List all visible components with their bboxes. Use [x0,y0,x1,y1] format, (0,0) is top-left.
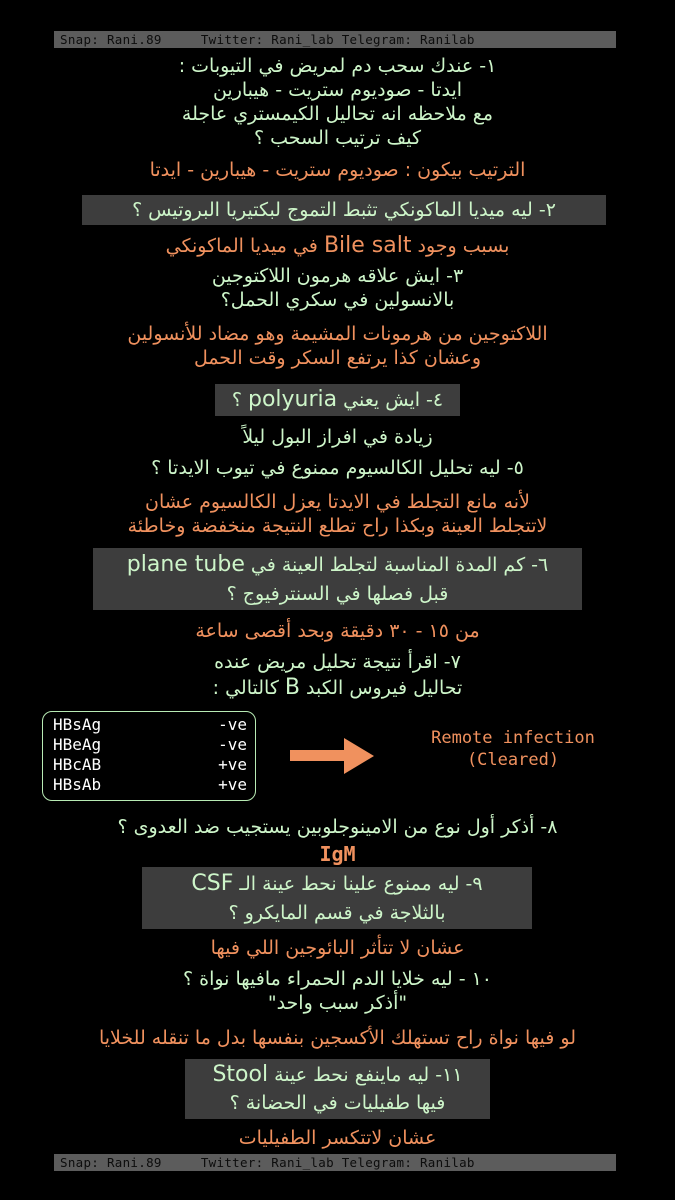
q4-answer: زيادة في افراز البول ليلاً [242,426,433,448]
q5-answer-1: لأنه مانع التجلط في الايدتا يعزل الكالسيوم عشان [145,491,530,513]
q10-line-2: "أذكر سبب واحد" [267,992,408,1014]
q7-line-2: تحاليل فيروس الكبد B كالتالي : [212,675,463,700]
q5-question: ٥- ليه تحليل الكالسيوم ممنوع في تيوب الايدتا ؟ [151,457,524,479]
q2-question: ٢- ليه ميديا الماكونكي تثبط التموج لبكتيريا البروتيس ؟ [82,195,606,225]
q9-question [142,867,532,929]
q1-line-3: مع ملاحظه انه تحاليل الكيمستري عاجلة [181,103,494,125]
q2-answer: بسبب وجود Bile salt في ميديا الماكونكي [165,233,510,258]
q8-question: ٨- أذكر أول نوع من الامينوجلوبين يستجيب ضد العدوى ؟ [117,816,558,838]
q10-line-1: ١٠ - ليه خلايا الدم الحمراء مافيها نواة ؟ [182,968,493,990]
q1-line-2: ايدتا - صوديوم ستريت - هيبارين [212,79,463,101]
q7-result-1: Remote infection [431,728,595,748]
q5-answer-2: لاتتجلط العينة وبكذا راح تطلع النتيجة منخفضة وخاطئة [127,515,548,537]
q6-line-1: ٦- كم المدة المناسبة لتجلط العينة في plane tube [126,552,549,577]
q7-line-1: ٧- اقرأ نتيجة تحليل مريض عنده [214,651,461,673]
q9-line-2: بالثلاجة في قسم المايكرو ؟ [228,902,446,924]
top-banner: Snap: Rani.89 Twitter: Rani_lab Telegram: Ranilab [54,31,616,48]
table-row: HBeAg -ve [53,735,247,754]
q3-answer-2: وعشان كذا يرتفع السكر وقت الحمل [193,347,482,369]
bottom-banner: Snap: Rani.89 Twitter: Rani_lab Telegram: Ranilab [54,1154,616,1171]
q1-line-4: كيف ترتيب السحب ؟ [253,127,422,149]
hepatitis-b-table [42,711,256,801]
q6-answer: من ١٥ - ٣٠ دقيقة وبحد أقصى ساعة [195,620,480,642]
q7-result-2: (Cleared) [466,750,560,770]
table-row: HBcAB +ve [53,755,247,774]
q1-line-1: ١- عندك سحب دم لمريض في التيوبات : [178,55,497,77]
q3-line-1: ٣- ايش علاقه هرمون اللاكتوجين [211,265,464,287]
q10-answer: لو فيها نواة راح تستهلك الأكسجين بنفسها بدل ما تنقله للخلايا [98,1027,577,1049]
q11-line-1: ١١- ليه ماينفع نحط عينة Stool [212,1062,463,1087]
q3-answer-1: اللاكتوجين من هرمونات المشيمة وهو مضاد للأنسولين [127,323,548,345]
q8-answer: IgM [319,842,356,866]
q6-question [93,548,582,610]
q4-question: ٤- ايش يعني polyuria ؟ [215,384,460,416]
q3-line-2: بالانسولين في سكري الحمل؟ [220,289,455,311]
q11-answer: عشان لاتتكسر الطفيليات [238,1127,437,1149]
q9-line-1: ٩- ليه ممنوع علينا نحط عينة الـ CSF [191,871,483,896]
q11-line-2: فيها طفيليات في الحضانة ؟ [229,1092,446,1114]
table-row: HBsAg -ve [53,715,247,734]
q9-answer: عشان لا تتأثر البائوجين اللي فيها [210,937,465,959]
q1-answer: الترتيب بيكون : صوديوم ستريت - هيبارين - ايدتا [149,159,526,181]
table-row: HBsAb +ve [53,775,247,794]
right-arrow-icon [290,736,374,776]
q11-question [185,1059,490,1119]
q6-line-2: قبل فصلها في السنترفيوج ؟ [226,583,449,605]
